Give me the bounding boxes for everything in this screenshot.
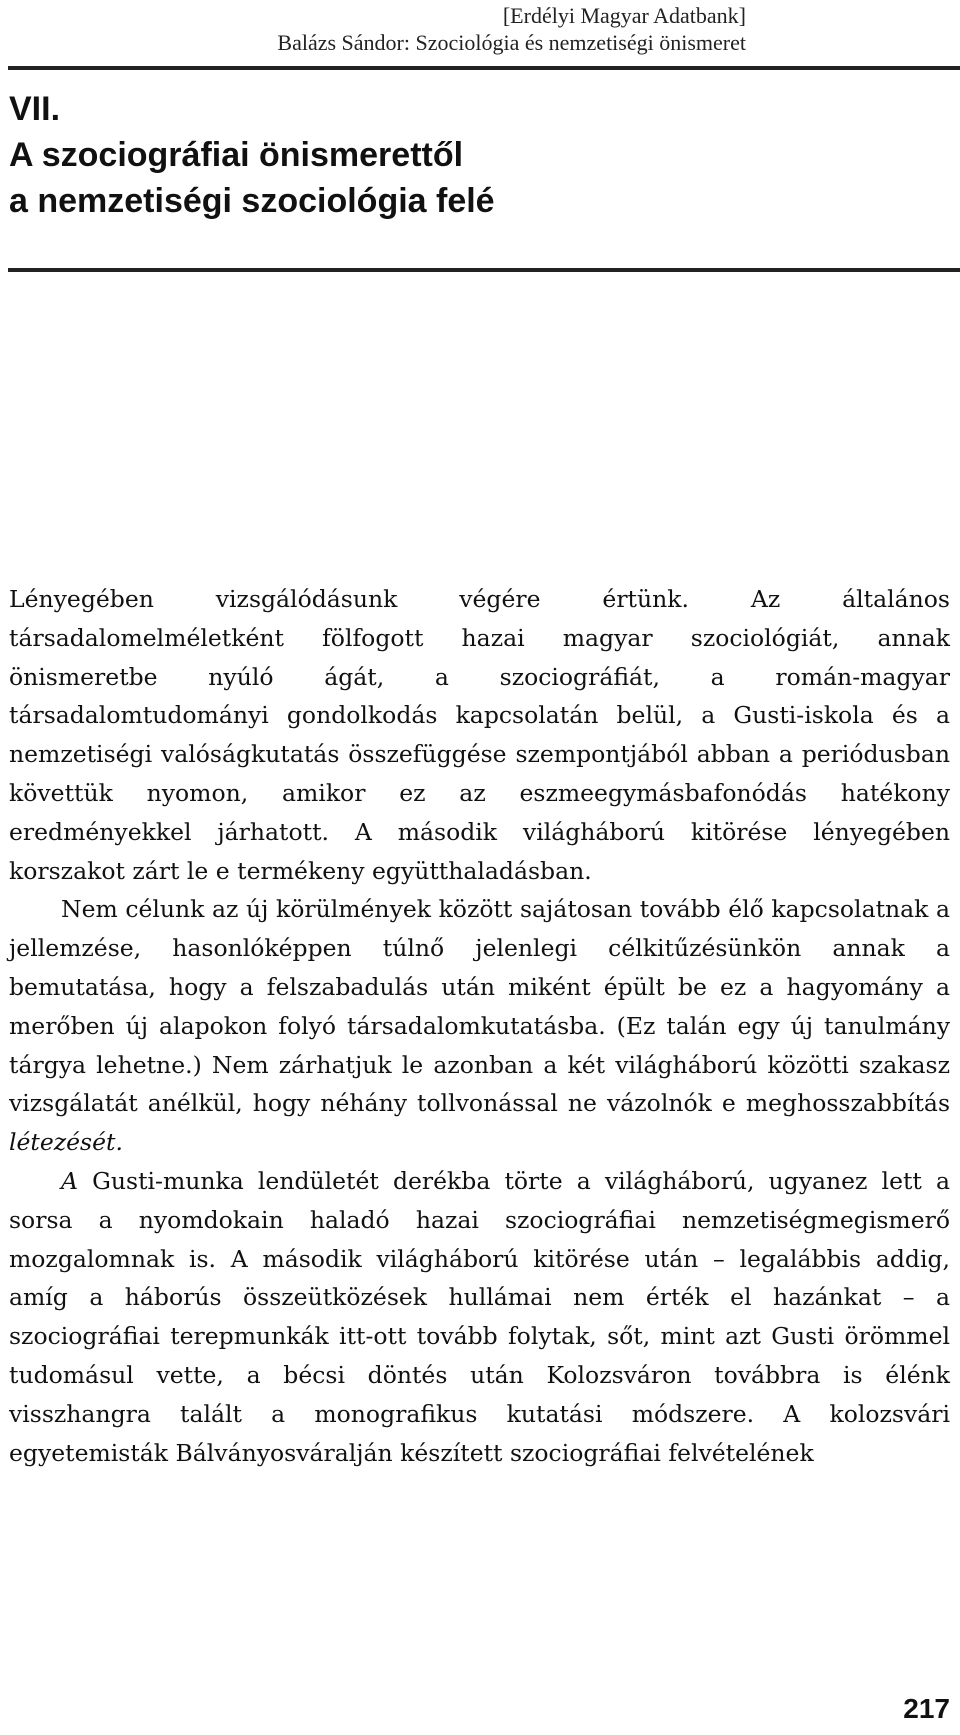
body-text [9,580,950,1472]
chapter-title-line-1: A szociográfiai önismerettől [9,136,464,174]
paragraph-3-text: Gusti-munka lendületét derékba törte a világháború, ugyanez lett a sorsa a nyomdokain haladó hazai szociográfiai nemzetiségmegismerő mozgalomnak is. A második világháború kitörése után – legalábbis addig, amíg a háborús összeütközések hullámai nem érték el hazánkat – a szociográfiai terepmunkák itt-ott tovább folytak, sőt, mint azt Gusti örömmel tudomásul vette, a bécsi döntés után Kolozsváron továbbra is élénk visszhangra talált a monografikus kutatási módszere. A kolozsvári egyetemisták Bálványosváralján készített szociográfiai felvételének [9,1166,950,1467]
chapter-number: VII. [9,90,61,128]
paragraph-2 [9,890,950,1162]
paragraph-1-text: Lényegében vizsgálódásunk végére értünk. Az általános társadalomelméletként fölfogott hazai magyar szociológiát, annak önismeretbe nyúló ágát, a szociográfiát, a román-magyar társadalomtudományi gondolkodás kapcsolatán belül, a Gusti-iskola és a nemzetiségi valóságkutatás összefüggése szempontjából abban a periódusban követtük nyomon, amikor ez az eszmeegymásbafonódás hatékony eredményekkel járhatott. A második világháború kitörése lényegében korszakot zárt le e termékeny együtthaladásban. [9,585,950,885]
paragraph-3 [9,1162,950,1472]
paragraph-3-italic-start: A [61,1166,78,1195]
chapter-title-line-2: a nemzetiségi szociológia felé [9,182,495,220]
header-book-title: Balázs Sándor: Szociológia és nemzetiségi önismeret [277,30,746,55]
paragraph-1 [9,580,950,890]
paragraph-2-text: Nem célunk az új körülmények között sajátosan tovább élő kapcsolatnak a jellemzése, hasonlóképpen túlnő jelenlegi célkitűzésünkön annak a bemutatása, hogy a felszabadulás után miként épült be ez a hagyomány a merőben új alapokon folyó társadalomkutatásba. (Ez talán egy új tanulmány tárgya lehetne.) Nem zárhatjuk le azonban a két világháború közötti szakasz vizsgálatát anélkül, hogy néhány tollvonással ne vázolnók e meghosszabbítás [9,895,950,1118]
page-number: 217 [903,1693,950,1724]
paragraph-2-italic: létezését. [9,1128,123,1157]
heading-divider [8,268,960,272]
top-divider [8,66,960,70]
running-header [0,2,746,56]
header-source: [Erdélyi Magyar Adatbank] [502,3,746,28]
chapter-heading [9,86,495,224]
